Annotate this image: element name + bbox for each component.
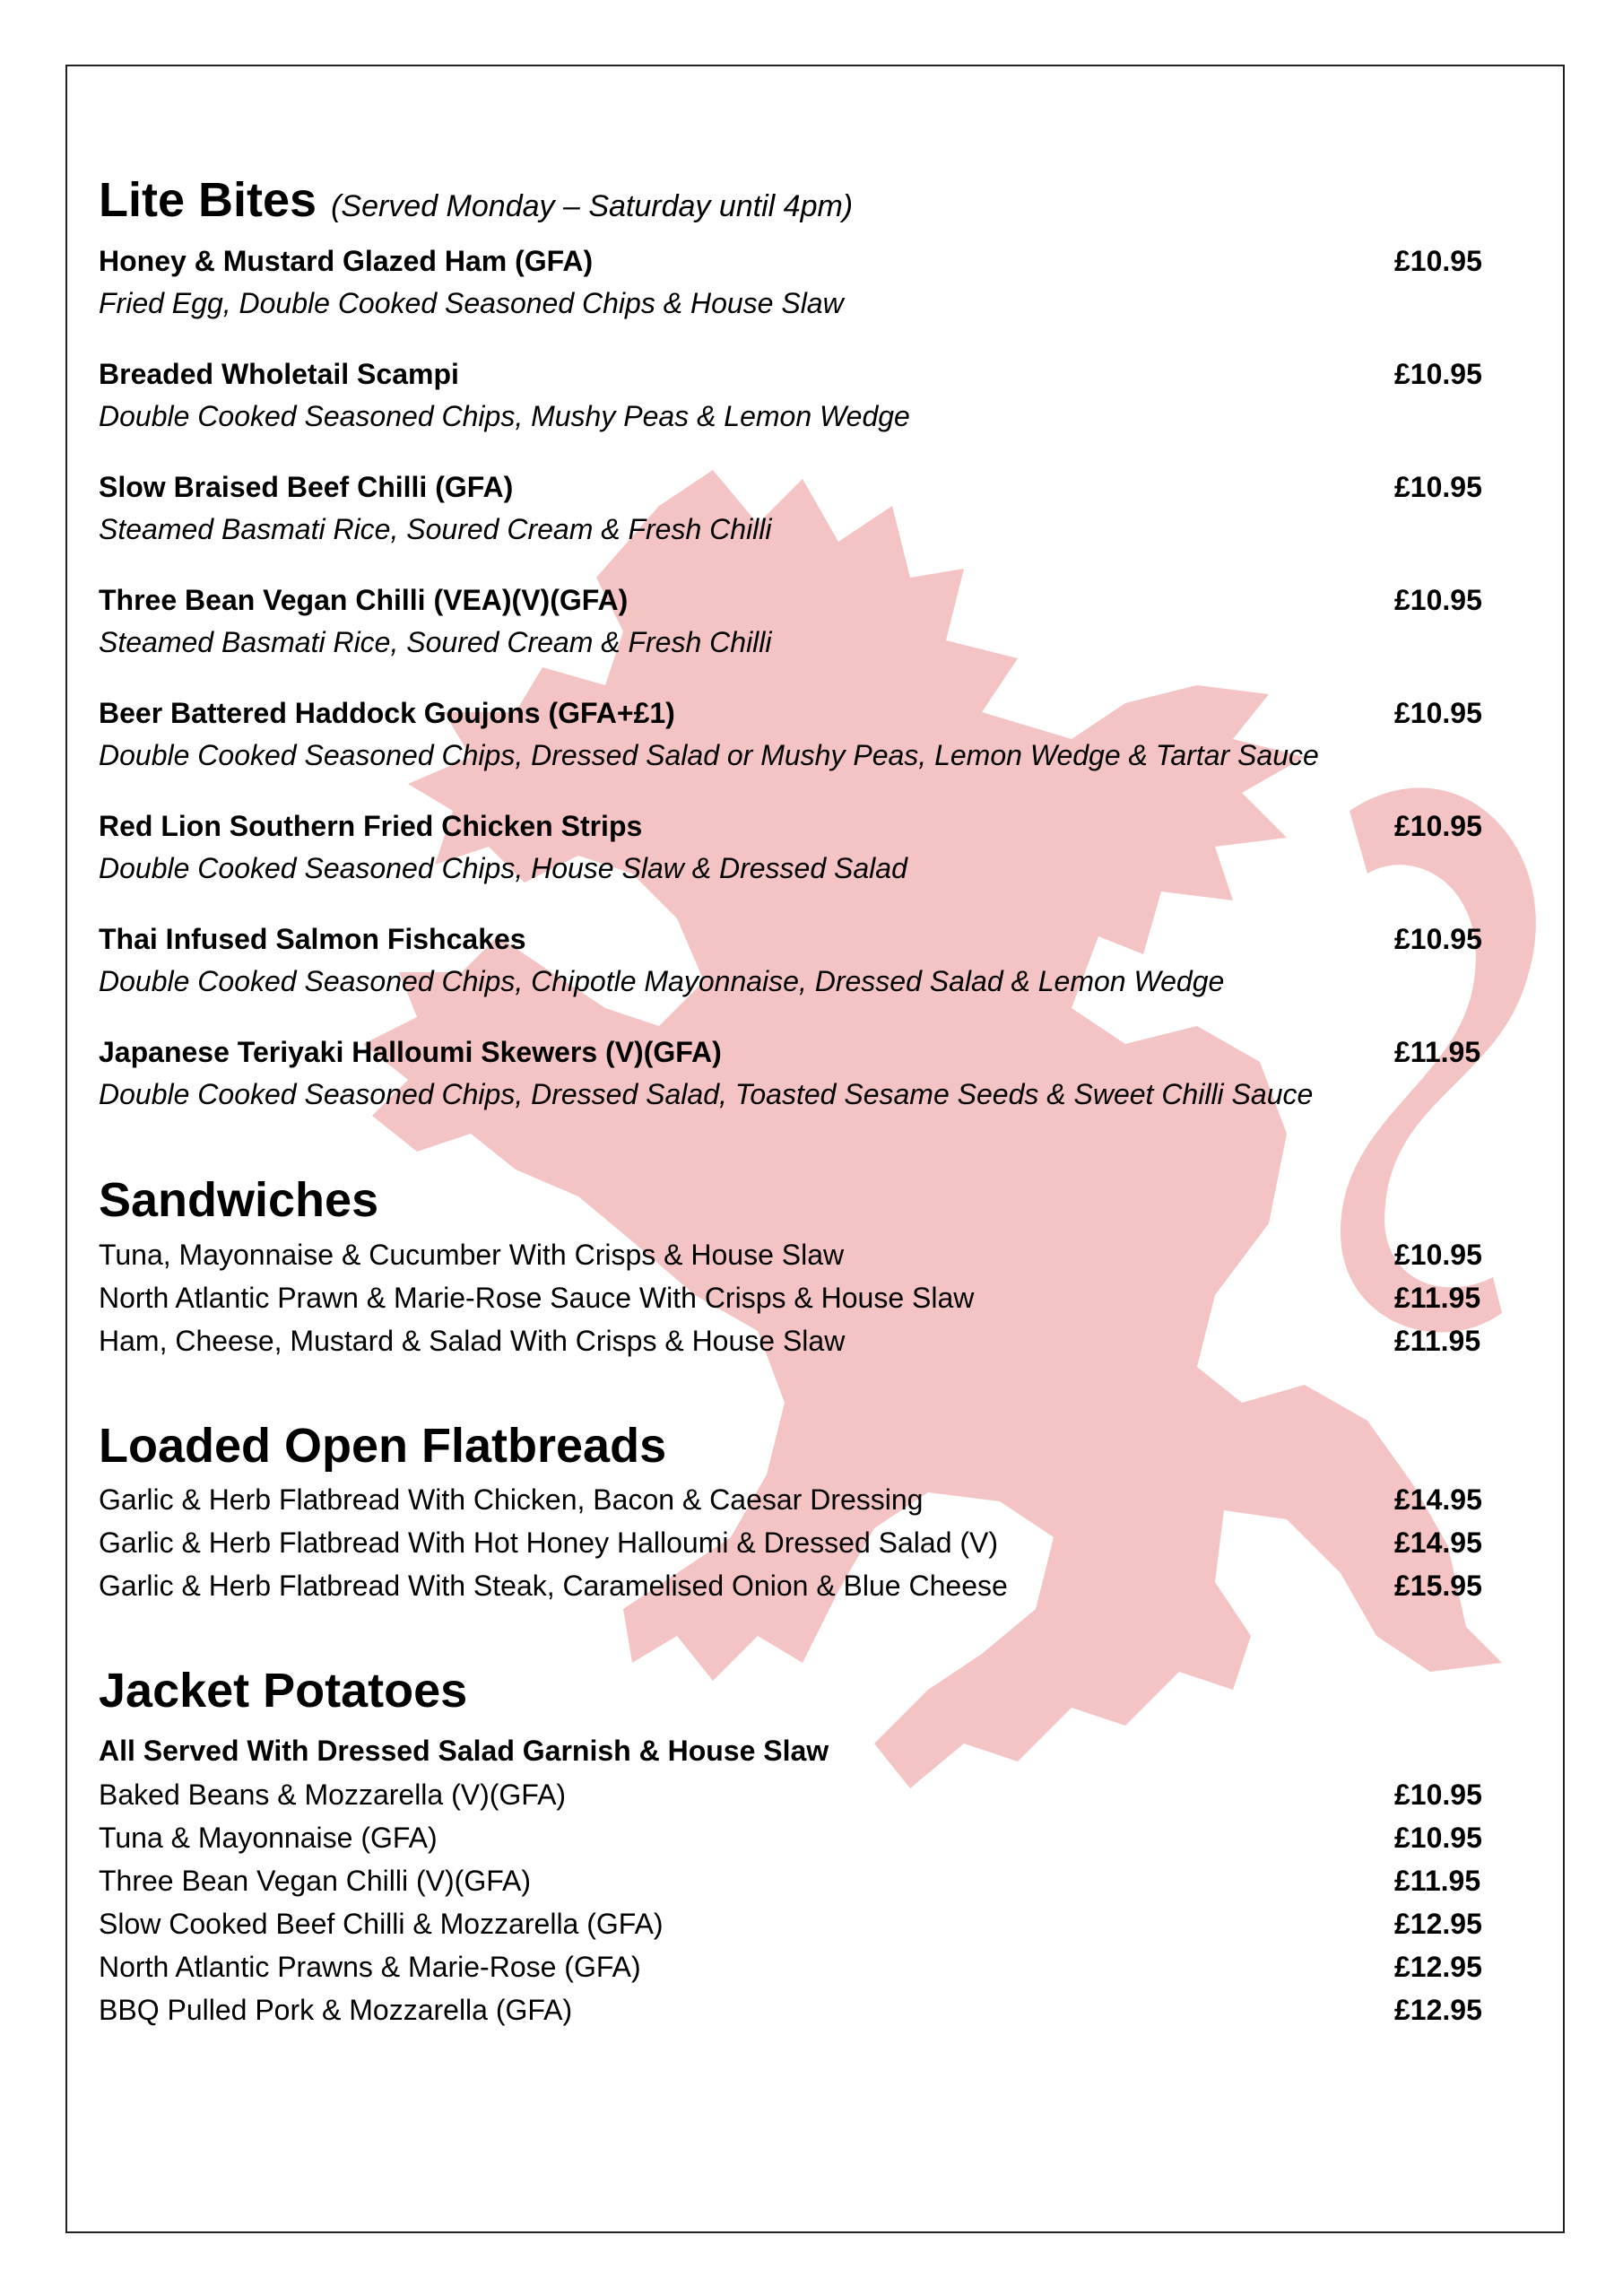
flatbreads-title: Loaded Open Flatbreads bbox=[99, 1418, 667, 1473]
menu-item bbox=[99, 923, 1533, 998]
item-description: Steamed Basmati Rice, Soured Cream & Fresh Chilli bbox=[99, 513, 772, 546]
item-description: Fried Egg, Double Cooked Seasoned Chips & House Slaw bbox=[99, 287, 844, 320]
item-name: Garlic & Herb Flatbread With Hot Honey Halloumi & Dressed Salad (V) bbox=[99, 1526, 999, 1560]
sandwiches-title: Sandwiches bbox=[99, 1173, 379, 1228]
item-name: North Atlantic Prawn & Marie-Rose Sauce With Crisps & House Slaw bbox=[99, 1281, 975, 1314]
jackets-title: Jacket Potatoes bbox=[99, 1664, 468, 1718]
item-name: Slow Braised Beef Chilli (GFA) bbox=[99, 471, 514, 504]
item-price: £12.95 bbox=[1394, 1993, 1482, 2026]
item-description: Double Cooked Seasoned Chips, House Slaw & Dressed Salad bbox=[99, 852, 907, 885]
jackets-section bbox=[99, 1665, 1533, 2025]
lite-bites-note: (Served Monday – Saturday until 4pm) bbox=[331, 189, 854, 223]
item-description: Double Cooked Seasoned Chips, Chipotle Mayonnaise, Dressed Salad & Lemon Wedge bbox=[99, 965, 1225, 998]
item-name: Three Bean Vegan Chilli (VEA)(V)(GFA) bbox=[99, 584, 629, 617]
item-price: £12.95 bbox=[1394, 1950, 1482, 1983]
item-price: £10.95 bbox=[1394, 923, 1482, 956]
item-name: North Atlantic Prawns & Marie-Rose (GFA) bbox=[99, 1950, 641, 1983]
menu-item bbox=[99, 1526, 1533, 1559]
menu-item bbox=[99, 1325, 1533, 1357]
item-name: Thai Infused Salmon Fishcakes bbox=[99, 923, 526, 956]
menu-item bbox=[99, 584, 1533, 659]
sandwiches-section bbox=[99, 1174, 1533, 1356]
menu-item bbox=[99, 1779, 1533, 1811]
item-price: £10.95 bbox=[1394, 1778, 1482, 1811]
item-price: £12.95 bbox=[1394, 1907, 1482, 1940]
lite-bites-title: Lite Bites bbox=[99, 173, 317, 227]
item-price: £10.95 bbox=[1394, 245, 1482, 278]
item-price: £10.95 bbox=[1394, 358, 1482, 391]
menu-item bbox=[99, 810, 1533, 885]
item-price: £10.95 bbox=[1394, 471, 1482, 504]
item-price: £10.95 bbox=[1394, 1821, 1482, 1854]
menu-page bbox=[65, 65, 1565, 2233]
lite-bites-section bbox=[99, 174, 1533, 1111]
menu-item bbox=[99, 1908, 1533, 1940]
menu-item bbox=[99, 1570, 1533, 1602]
flatbreads-section bbox=[99, 1420, 1533, 1602]
item-name: Slow Cooked Beef Chilli & Mozzarella (GFA) bbox=[99, 1907, 664, 1940]
item-description: Double Cooked Seasoned Chips, Dressed Salad or Mushy Peas, Lemon Wedge & Tartar Sauce bbox=[99, 739, 1319, 772]
item-price: £10.95 bbox=[1394, 697, 1482, 730]
item-description: Double Cooked Seasoned Chips, Mushy Peas & Lemon Wedge bbox=[99, 400, 910, 433]
item-name: Japanese Teriyaki Halloumi Skewers (V)(GFA) bbox=[99, 1036, 722, 1069]
menu-content bbox=[99, 174, 1533, 2026]
menu-item bbox=[99, 358, 1533, 433]
item-name: Tuna, Mayonnaise & Cucumber With Crisps & House Slaw bbox=[99, 1238, 845, 1271]
section-title bbox=[99, 174, 1533, 227]
menu-item bbox=[99, 1951, 1533, 1983]
item-name: Three Bean Vegan Chilli (V)(GFA) bbox=[99, 1864, 531, 1897]
item-name: Beer Battered Haddock Goujons (GFA+£1) bbox=[99, 697, 675, 730]
menu-item bbox=[99, 697, 1533, 772]
menu-item bbox=[99, 1865, 1533, 1897]
item-price: £10.95 bbox=[1394, 584, 1482, 617]
menu-item bbox=[99, 1822, 1533, 1854]
item-price: £11.95 bbox=[1394, 1281, 1481, 1314]
menu-item bbox=[99, 1036, 1533, 1111]
item-price: £10.95 bbox=[1394, 810, 1482, 843]
item-price: £11.95 bbox=[1394, 1864, 1481, 1897]
item-name: Baked Beans & Mozzarella (V)(GFA) bbox=[99, 1778, 567, 1811]
item-description: Double Cooked Seasoned Chips, Dressed Salad, Toasted Sesame Seeds & Sweet Chilli Sauce bbox=[99, 1078, 1314, 1111]
item-price: £11.95 bbox=[1394, 1324, 1481, 1357]
menu-item bbox=[99, 1994, 1533, 2026]
menu-item bbox=[99, 471, 1533, 546]
menu-item bbox=[99, 1483, 1533, 1516]
menu-item bbox=[99, 1282, 1533, 1314]
item-name: Breaded Wholetail Scampi bbox=[99, 358, 459, 391]
menu-item bbox=[99, 245, 1533, 320]
item-description: Steamed Basmati Rice, Soured Cream & Fresh Chilli bbox=[99, 626, 772, 659]
item-name: Garlic & Herb Flatbread With Chicken, Bacon & Caesar Dressing bbox=[99, 1483, 924, 1517]
item-price: £14.95 bbox=[1394, 1483, 1482, 1517]
item-name: BBQ Pulled Pork & Mozzarella (GFA) bbox=[99, 1993, 573, 2026]
item-name: Honey & Mustard Glazed Ham (GFA) bbox=[99, 245, 594, 278]
jackets-subheading: All Served With Dressed Salad Garnish & House Slaw bbox=[99, 1734, 829, 1767]
item-price: £10.95 bbox=[1394, 1238, 1482, 1271]
item-price: £11.95 bbox=[1394, 1036, 1481, 1069]
item-name: Tuna & Mayonnaise (GFA) bbox=[99, 1821, 438, 1854]
item-name: Garlic & Herb Flatbread With Steak, Caramelised Onion & Blue Cheese bbox=[99, 1570, 1008, 1603]
item-name: Red Lion Southern Fried Chicken Strips bbox=[99, 810, 643, 843]
item-price: £14.95 bbox=[1394, 1526, 1482, 1560]
item-price: £15.95 bbox=[1394, 1570, 1482, 1603]
menu-item bbox=[99, 1239, 1533, 1271]
item-name: Ham, Cheese, Mustard & Salad With Crisps & House Slaw bbox=[99, 1324, 846, 1357]
